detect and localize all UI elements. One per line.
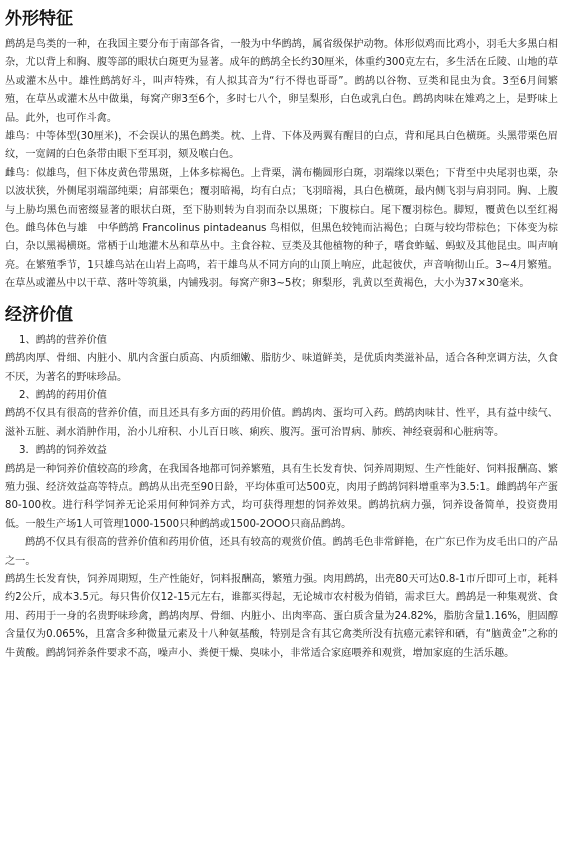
appearance-intro-paragraph: 鹧鸪是鸟类的一种，在我国主要分布于南部各省，一般为中华鹧鸪，属省级保护动物。体形似鸡而比鸡小，羽毛大多黑白相杂，尤以背上和胸、腹等部的眼状白斑更为显著。成年的鹧鸪全长约30厘米，体重约300克左右，多生活在丘陵、山地的草丛或灌木丛中。雄性鹧鸪好斗，叫声特殊，有人拟其音为“行不得也哥哥”。鹧鸪以谷物、豆类和昆虫为食。3至6月间繁殖，在草丛或灌木丛中做巢，每窝产卵3至6个，多时七八个，卵呈梨形，白色或乳白色。鹧鸪肉味在雉鸡之上，是野味上品。此外，也可作斗禽。	[5, 39, 558, 124]
section-title-economic-value: 经济价值	[5, 304, 73, 325]
ornamental-value-paragraph: 鹧鸪不仅具有很高的营养价值和药用价值，还具有较高的观赏价值。鹧鸪毛色非常鲜艳，在广东已作为皮毛出口的产品之一。	[5, 537, 558, 567]
section-title-appearance: 外形特征	[5, 9, 73, 29]
breeding-benefit-heading: 3．鹧鸪的饲养效益	[19, 445, 107, 457]
nutrition-paragraph: 鹧鸪肉厚、骨细、内脏小、肌内含蛋白质高、内质细嫩、脂肪少、味道鲜美，是优质肉类滋补品，适合各种烹调方法，久食不厌，为著名的野味珍品。	[5, 353, 558, 383]
growth-market-paragraph: 鹧鸪生长发育快，饲养周期短，生产性能好，饲料报酬高，繁殖力强。肉用鹧鸪，出壳80天可达0.8-1市斤即可上市，耗料约2公斤，成本3.5元。每只售价仅12-15元左右，谁都买得起，无论城市农村极为俏销，需求巨大。鹧鸪是一种集观赏、食用、药用于一身的名贵野味珍禽，鹧鸪肉厚、骨细、内脏小、出肉率高、蛋白质含量为24.82%，脂肪含量1.16%，胆固醇含量仅为0.065%，且富含多种微量元素及十八种氨基酸，特别是含有其它禽类所没有抗癌元素锌和硒，有“脑黄金”之称的牛黄酸。鹧鸪饲养条件要求不高，噪声小、粪便干燥、臭味小，非常适合家庭喂养和观赏，增加家庭的生活乐趣。	[5, 573, 558, 659]
female-bird-paragraph: 雌鸟：似雄鸟，但下体皮黄色带黑斑，上体多棕褐色。上背栗，满布椭圆形白斑，羽端缘以栗色；下背至中央尾羽也栗，杂以波状狭，外侧尾羽端部纯栗；肩部栗色；覆羽暗褐，均有白点；飞羽暗褐，具白色横斑，最内侧飞羽与肩羽同。胸、上腹与上胁均黑色而密缀显著的眼状白斑，至下胁则转为自羽而杂以黑斑；下腹棕白。尾下覆羽棕色。脚短，覆黄色以至红褐色。雌鸟体色与雄 中华鹧鸪 Francolinus pintadeanus 鸟相似，但黑色较钝而沾褐色；白斑与较均带棕色；下体变为棕白，杂以黑褐横斑。常栖于山地灌木丛和草丛中。主食谷粒、豆类及其他植物的种子，嗜食蚱蜢、蚂蚁及其他昆虫。叫声响亮。在繁殖季节，1只雄鸟站在山岩上高鸣，若干雄鸟从不同方向的山顶上响应，此起彼伏，声音响彻山丘。3~4月繁殖。在草丛或灌丛中以干草、落叶等筑巢，内铺残羽。每窝产卵3~5枚；卵梨形，乳黄以至黄褐色，大小为37×30毫米。	[5, 167, 558, 290]
male-bird-paragraph: 雄鸟：中等体型(30厘米)，不会误认的黑色鹧类。枕、上背、下体及两翼有醒目的白点，背和尾具白色横斑。头黑带栗色眉纹，一宽阔的白色条带由眼下至耳羽，颏及喉白色。	[5, 131, 558, 161]
medicinal-paragraph: 鹧鸪不仅具有很高的营养价值，而且还具有多方面的药用价值。鹧鸪肉、蛋均可入药。鹧鸪肉味甘、性平，具有益中续气、滋补五脏、剥水消肿作用，治小儿疳积、小儿百日咳、痢疾、腹泻。蛋可治胃病、肺疾、神经衰弱和心脏病等。	[5, 408, 558, 438]
nutrition-heading: 1、鹧鸪的营养价值	[19, 334, 107, 346]
breeding-benefit-paragraph: 鹧鸪是一种饲养价值较高的珍禽，在我国各地都可饲养繁殖，具有生长发育快、饲养周期短、生产性能好、饲料报酬高、繁殖力强、经济效益高等特点。鹧鸪从出壳至90日龄，平均体重可达500克，肉用子鹧鸪饲料增重率为3.5:1。雌鹧鸪年产蛋80-100枚。进行科学饲养无论采用何种饲养方式，均可获得理想的饲养效果。鹧鸪抗病力强，饲养设备简单，投资费用低。一般生产场1人可管理1000-1500只种鹧鸪或1500-2OOO只商品鹧鸪。	[5, 463, 558, 530]
medicinal-heading: 2、鹧鸪的药用价值	[19, 389, 107, 401]
